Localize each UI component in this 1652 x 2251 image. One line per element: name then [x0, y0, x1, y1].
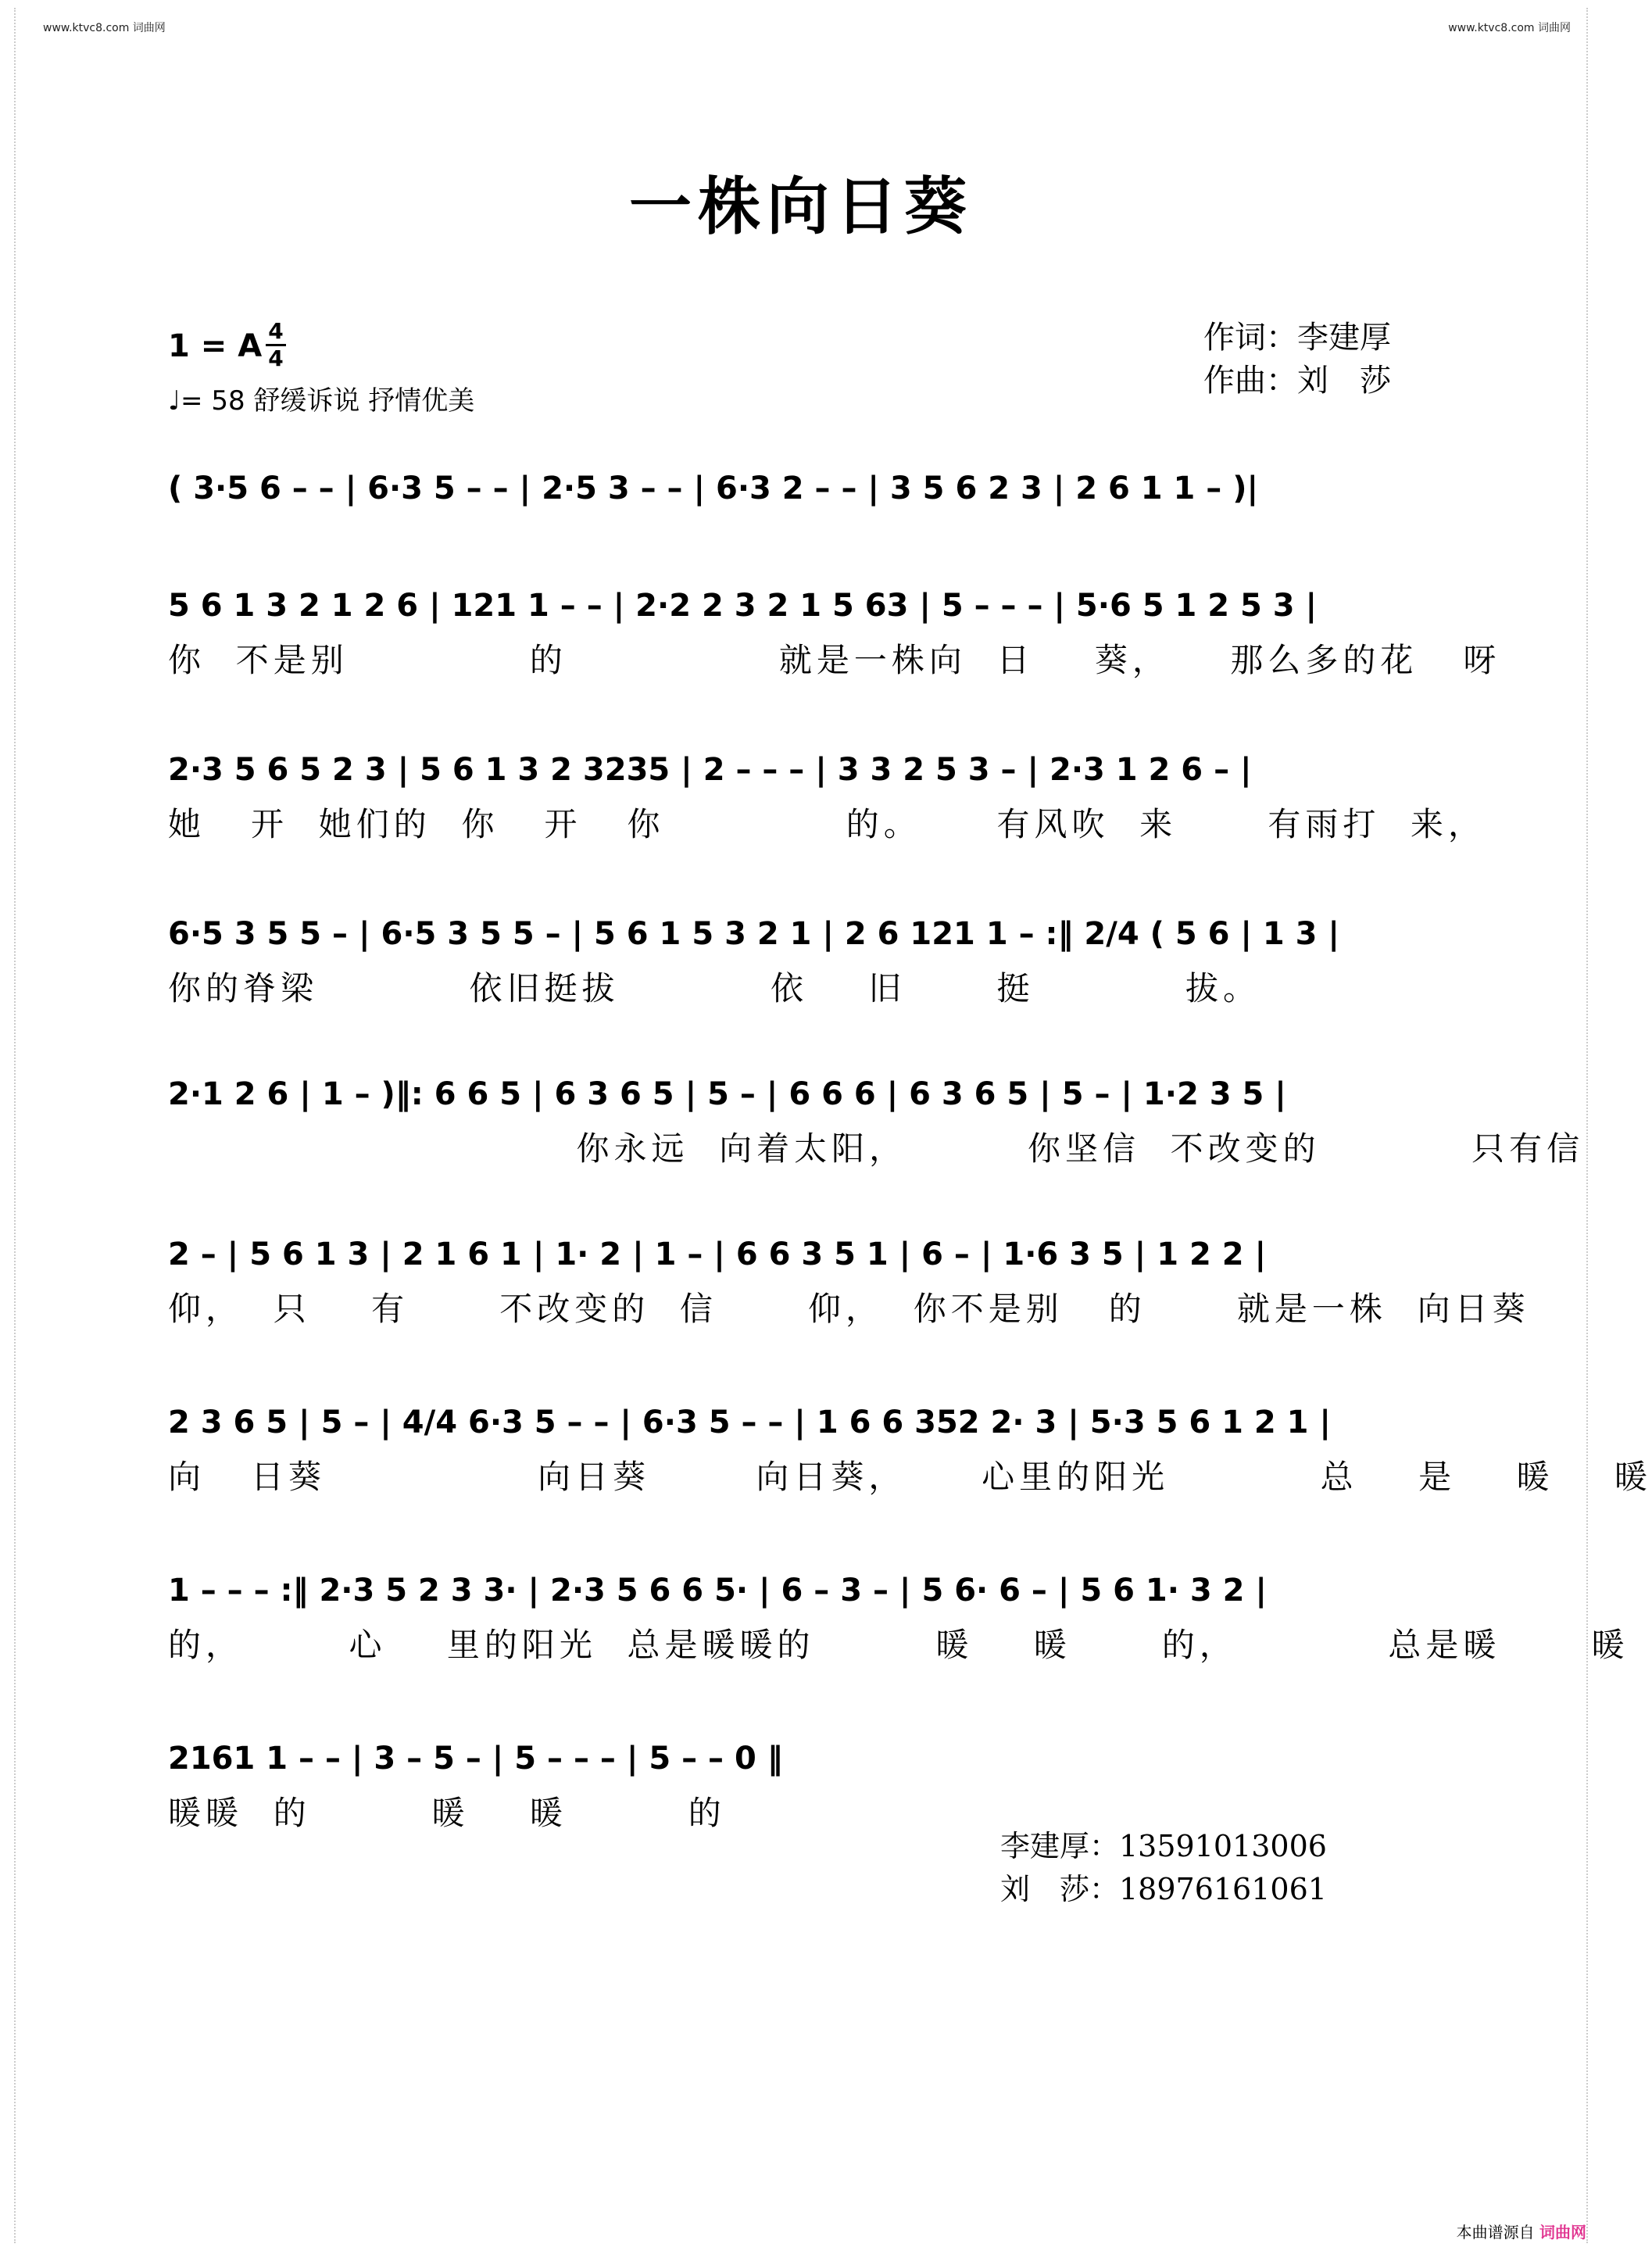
score-line-8-notes: 1 – – – :‖ 2·3 5 2 3 3· | 2·3 5 6 6 5· | 6 – 3 – | 5 6· 6 – | 5 6 1· 3 2 |: [168, 1573, 1267, 1609]
right-margin-decoration: [1586, 8, 1602, 2243]
score-line-3-lyrics: 她 开 她们的 你 开 你 的。 有风吹 来 有雨打 来，: [168, 805, 1486, 843]
page-title: 一株向日葵: [629, 170, 973, 243]
tempo-marking: ♩= 58 舒缓诉说 抒情优美: [168, 385, 475, 417]
score-line-4-notes: 6·5 3 5 5 – | 6·5 3 5 5 – | 5 6 1 5 3 2 1 | 2 6 121 1 – :‖ 2/4 ( 5 6 | 1 3 |: [168, 916, 1340, 952]
score-line-4-lyrics: 你的脊梁 依旧挺拔 依 旧 挺 拔。: [168, 969, 1261, 1007]
score-line-5-notes: 2·1 2 6 | 1 – )‖: 6 6 5 | 6 3 6 5 | 5 – | 6 6 6 | 6 3 6 5 | 5 – | 1·2 3 5 |: [168, 1076, 1286, 1112]
contact-info: [1000, 1825, 1327, 1911]
score-line-6-lyrics: 仰， 只 有 不改变的 信 仰， 你不是别 的 就是一株 向日葵: [168, 1290, 1530, 1328]
score-line-9-notes: 2161 1 – – | 3 – 5 – | 5 – – – | 5 – – 0 ‖: [168, 1741, 783, 1777]
score-line-6-notes: 2 – | 5 6 1 3 | 2 1 6 1 | 1· 2 | 1 – | 6 6 3 5 1 | 6 – | 1·6 3 5 | 1 2 2 |: [168, 1236, 1267, 1272]
time-signature-top: 4: [268, 318, 284, 344]
footer-label: 本曲谱源自: [1456, 2223, 1535, 2242]
lyricist: 作词：李建厚: [1203, 320, 1391, 356]
footer-brand[interactable]: 词曲网: [1539, 2223, 1586, 2242]
key-signature: 1 = A: [168, 328, 263, 364]
score-line-1-notes: ( 3·5 6 – – | 6·3 5 – – | 2·5 3 – – | 6·3 2 – – | 3 5 6 2 3 | 2 6 1 1 – )|: [168, 471, 1259, 506]
left-margin-decoration: [0, 8, 16, 2243]
time-signature-bottom: 4: [268, 345, 284, 371]
score-line-7-lyrics: 向 日葵 向日葵 向日葵， 心里的阳光 总 是 暖 暖: [168, 1458, 1652, 1496]
score-line-1-lyrics: [168, 516, 1442, 571]
header-watermark-right: www.ktvc8.com 词曲网: [1448, 22, 1571, 34]
composer: 作曲：刘 莎: [1203, 363, 1391, 399]
score-line-2-lyrics: 你 不是别 的 就是一株向 日 葵， 那么多的花 呀: [168, 641, 1501, 679]
score-line-2-notes: 5 6 1 3 2 1 2 6 | 121 1 – – | 2·2 2 3 2 1 5 63 | 5 – – – | 5·6 5 1 2 5 3 |: [168, 588, 1318, 624]
time-signature: [266, 320, 286, 370]
score-line-7-notes: 2 3 6 5 | 5 – | 4/4 6·3 5 – – | 6·3 5 – – | 1 6 6 352 2· 3 | 5·3 5 6 1 2 1 |: [168, 1405, 1331, 1440]
score-line-5-lyrics: 你永远 向着太阳， 你坚信 不改变的 只有信: [168, 1129, 1585, 1168]
header-watermark-left: www.ktvc8.com 词曲网: [43, 22, 166, 34]
contact-composer: 刘 莎：18976161061: [1000, 1872, 1327, 1906]
credits: [1203, 317, 1391, 403]
score-line-9-lyrics: 暖暖 的 暖 暖 的: [168, 1794, 726, 1832]
footer-source: [1457, 2220, 1586, 2242]
score-line-8-lyrics: 的， 心 里的阳光 总是暖暖的 暖 暖 的， 总是暖 暖: [168, 1626, 1629, 1664]
contact-lyricist: 李建厚：13591013006: [1000, 1829, 1327, 1863]
score-line-3-notes: 2·3 5 6 5 2 3 | 5 6 1 3 2 3235 | 2 – – – | 3 3 2 5 3 – | 2·3 1 2 6 – |: [168, 752, 1252, 788]
